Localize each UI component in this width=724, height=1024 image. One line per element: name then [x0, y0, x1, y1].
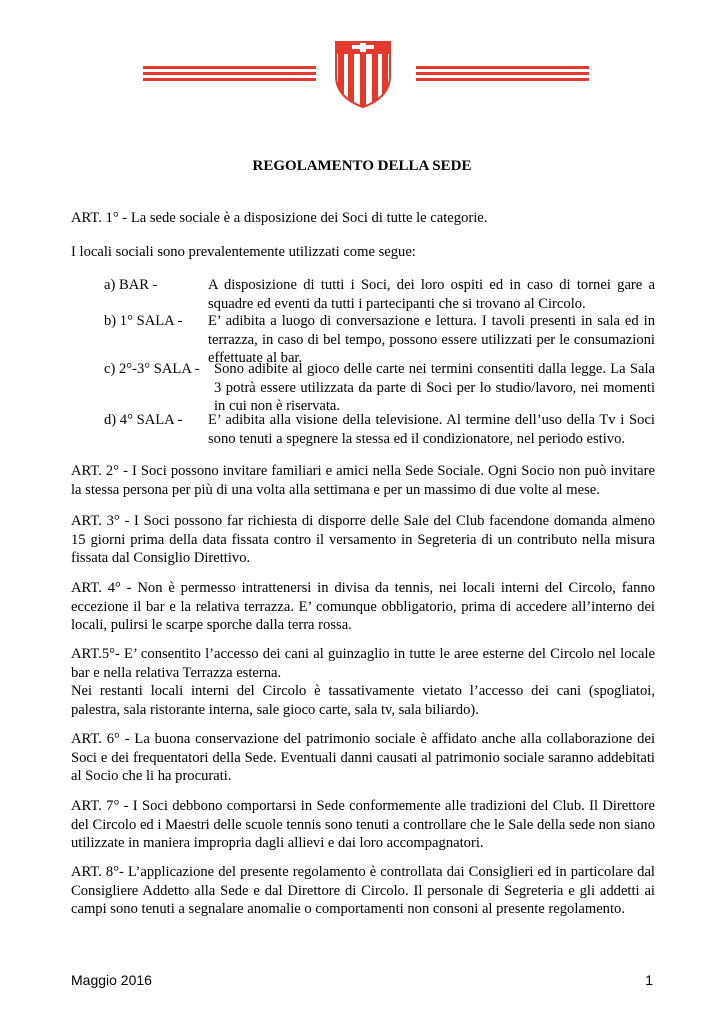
list-item-text: Sono adibite al gioco delle carte nei termini consentiti dalla legge. La Sala 3 potrà essere utilizzata da parte di Soci per lo studio/lavoro, nei momenti in cui non è riservata.	[214, 361, 655, 414]
footer-date: Maggio 2016	[71, 972, 152, 988]
intro-paragraph: I locali sociali sono prevalentemente utilizzati come segue:	[71, 244, 416, 260]
article-3: ART. 3° - I Soci possono far richiesta di disporre delle Sale del Club facendone domanda almeno 15 giorni prima della data fissata contro il versamento in Segreteria di un contributo nella misura fissata dal Consiglio Direttivo.	[71, 513, 655, 566]
list-item-text: E’ adibita a luogo di conversazione e lettura. I tavoli presenti in sala ed in terrazza, in caso di bel tempo, possono essere utilizzati per le consumazioni effettuate al bar.	[208, 313, 655, 366]
club-shield-logo	[334, 40, 392, 108]
list-item-text: A disposizione di tutti i Soci, dei loro ospiti ed in caso di tornei gare a squadre ed eventi da tutti i partecipanti che si trovano al Circolo.	[208, 277, 655, 312]
list-item-label: c) 2°-3° SALA -	[104, 361, 200, 377]
article-8: ART. 8°- L’applicazione del presente regolamento è controllata dai Consiglieri ed in particolare dal Consigliere Addetto alla Sede e dal Direttore di Circolo. Il personale di Segreteria e gli addetti ai campi sono tenuti a segnalare anomalie o comportamenti non consoni al presente regolamento.	[71, 864, 655, 917]
article-7: ART. 7° - I Soci debbono comportarsi in Sede conformemente alle tradizioni del Club. Il Direttore del Circolo ed i Maestri delle scuole tennis sono tenuti a controllare che le Sale della sede non siano utilizzate in maniera impropria dagli allievi e dai loro accompagnatori.	[71, 798, 655, 851]
document-title: REGOLAMENTO DELLA SEDE	[252, 158, 472, 174]
article-5-continued: Nei restanti locali interni del Circolo è tassativamente vietato l’accesso dei cani (spogliatoi, palestra, sala ristorante interna, sale gioco carte, sala tv, sala biliardo).	[71, 683, 655, 718]
article-4: ART. 4° - Non è permesso intrattenersi in divisa da tennis, nei locali interni del Circolo, fanno eccezione il bar e la relativa terrazza. E’ comunque obbligatorio, prima di accedere all’interno dei locali, pulirsi le scarpe sporche dalla terra rossa.	[71, 580, 655, 633]
list-item-text: E’ adibita alla visione della televisione. Al termine dell’uso della Tv i Soci sono tenuti a spegnere la stessa ed il condizionatore, nel periodo estivo.	[208, 412, 655, 447]
left-stripes-decoration	[143, 66, 316, 82]
article-2: ART. 2° - I Soci possono invitare familiari e amici nella Sede Sociale. Ogni Socio non può invitare la stessa persona per più di una volta alla settimana e per un massimo di due volte al mese.	[71, 463, 655, 498]
list-item-label: a) BAR -	[104, 277, 158, 293]
article-6: ART. 6° - La buona conservazione del patrimonio sociale è affidato anche alla collaborazione dei Soci e dei frequentatori della Sede. Eventuali danni causati al patrimonio sociale saranno addebitati al Socio che li ha procurati.	[71, 731, 655, 784]
article-5: ART.5°- E’ consentito l’accesso dei cani al guinzaglio in tutte le aree esterne del Circolo nel locale bar e nella relativa Terrazza esterna.	[71, 646, 655, 681]
article-1: ART. 1° - La sede sociale è a disposizione dei Soci di tutte le categorie.	[71, 210, 488, 226]
letterhead	[0, 0, 724, 120]
list-item-label: d) 4° SALA -	[104, 412, 183, 428]
page-number: 1	[645, 972, 653, 988]
list-item-label: b) 1° SALA -	[104, 313, 183, 329]
right-stripes-decoration	[416, 66, 589, 82]
